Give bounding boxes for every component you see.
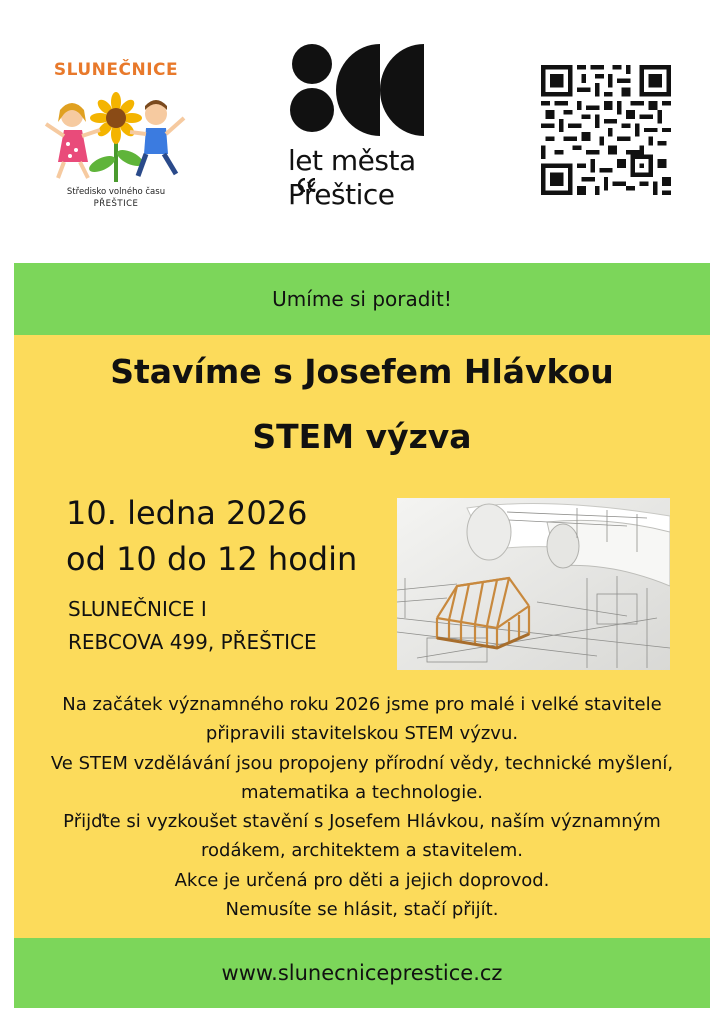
description-line: Na začátek významného roku 2026 jsme pro malé i velké stavitele xyxy=(62,694,662,715)
description-line: matematika a technologie. xyxy=(240,781,484,803)
house-frame-blueprint-image xyxy=(397,498,670,670)
event-description xyxy=(14,690,710,924)
number-800-icon xyxy=(288,42,424,138)
description-line: připravili stavitelskou STEM výzvu. xyxy=(205,723,519,745)
description-line: rodákem, architektem a stavitelem. xyxy=(201,840,523,862)
qr-code-icon xyxy=(541,65,671,195)
event-subtitle: STEM výzva xyxy=(252,417,472,456)
top-banner xyxy=(14,263,710,335)
poster-header xyxy=(0,0,724,262)
anniversary-line1: let města xyxy=(288,144,416,177)
description-line: Akce je určená pro děti a jejich doprovod. xyxy=(174,869,550,891)
bottom-banner xyxy=(14,938,710,1008)
website-url[interactable]: www.slunecniceprestice.cz xyxy=(221,961,503,985)
event-time: od 10 do 12 hodin xyxy=(66,540,358,578)
anniversary-line2 xyxy=(288,178,394,211)
slunecnice-brand-text: SLUNEČNICE xyxy=(53,60,179,80)
description-line: Nemusíte se hlásit, stačí přijít. xyxy=(225,899,499,921)
slunecnice-subtitle-line1: Středisko volného času xyxy=(66,187,166,197)
sunflower-children-icon xyxy=(38,78,194,188)
event-place-name: SLUNEČNICE I xyxy=(68,597,207,621)
event-date: 10. ledna 2026 xyxy=(66,494,308,532)
event-place-address: REBCOVA 499, PŘEŠTICE xyxy=(68,630,317,654)
cc-mark-icon xyxy=(298,178,318,192)
description-line: Ve STEM vzdělávání jsou propojeny přírodní vědy, technické myšlení, xyxy=(50,752,674,774)
anniversary-town: Přeštice xyxy=(288,178,395,211)
anniversary-800-logo xyxy=(280,42,440,222)
top-banner-text: Umíme si poradit! xyxy=(272,287,452,311)
event-title: Stavíme s Josefem Hlávkou xyxy=(110,352,614,391)
slunecnice-subtitle-line2: PŘEŠTICE xyxy=(93,199,139,209)
description-line: Přijďte si vyzkoušet stavění s Josefem Hlávkou, naším významným xyxy=(63,811,661,833)
slunecnice-logo xyxy=(38,52,194,212)
